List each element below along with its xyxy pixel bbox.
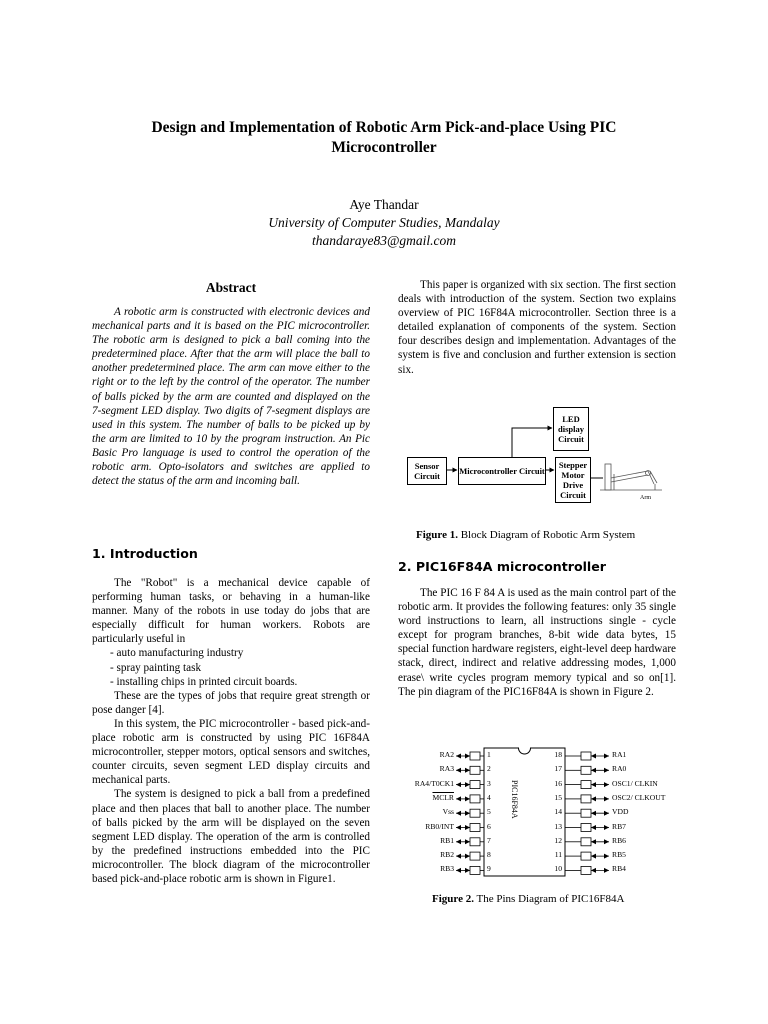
pin-number: 9 [487,864,491,874]
right-pin [565,809,609,817]
left-pin [456,766,484,774]
pin-number: 18 [554,750,562,759]
left-pin [456,752,484,760]
led-display-block: LED display Circuit [553,407,589,451]
abstract-text: A robotic arm is constructed with electronic devices and mechanical parts and it is based on the PIC microcontroller. The robotic arm is designed to pick a ball coming into the predetermined place. After that the arm will place the ball to another predetermined place. The arm can move either to the right or to the left by the control of the operator. The number of balls picked by the arm are counted and displayed on the 7-segment LED display. Two digits of 7-segment displays are used in this system. The number of balls to be picked up by the arm are limited to 10 by the program instruction. An Pic Basic Pro language is used to control the operation of the robotic arm. Opto-isolators and switches are applied to detect the status of the arm and incoming ball. [92,306,370,488]
pin-label: RA1 [612,750,627,759]
pic-paragraph: The PIC 16 F 84 A is used as the main control part of the robotic arm. It provides the following features: only 35 single word instructions to learn, all instructions single - cycle except for program branches, 8-bit wide data bytes, 15 special function hardware registers, eight-level deep hardware stack, direct, indirect and relative addressing modes, 1,000 erase\ write cycles program memory typical and so on[1]. The pin diagram of the PIC16F84A is shown in Figure 2. [398,587,677,698]
pin-number: 16 [554,778,562,788]
figure-2-caption [432,893,624,905]
figure-2-text: The Pins Diagram of PIC16F84A [476,893,625,905]
pin-label: RA0 [612,764,627,774]
pin-label: MCLR [432,792,454,802]
pin-number: 7 [487,835,491,845]
pin-label: RB7 [612,821,626,831]
author-affiliation: University of Computer Studies, Mandalay [268,215,500,230]
left-pin [456,809,484,817]
intro-paragraph-1: The "Robot" is a mechanical device capable of performing human tasks, or behaving in a human-like manner. Many of the robots in use today do jobs that are especially difficult for human workers. Robots are particularly useful in [92,577,370,646]
author-name: Aye Thandar [349,197,419,212]
pin-number: 15 [554,792,562,802]
pin-label: RB1 [440,835,454,845]
section-2-heading: 2. PIC16F84A microcontroller [398,559,606,574]
pin-number: 8 [487,850,491,860]
pin-number: 3 [487,778,491,788]
author-email: thandaraye83@gmail.com [311,233,457,248]
sensor-block: Sensor Circuit [407,457,447,485]
intro-list-item: - auto manufacturing industry [110,647,244,660]
right-pin [565,866,609,874]
chip-label: PIC16F84A [510,780,519,819]
right-pin [565,752,609,760]
microcontroller-block: Microcontroller Circuit [458,457,546,485]
pin-label: RA2 [439,750,454,759]
pin-number: 10 [554,864,562,874]
left-pin [456,838,484,846]
pin-number: 6 [487,821,491,831]
pin-label: RB0/INT [425,821,454,831]
pin-number: 11 [554,850,562,860]
left-pin [456,795,484,803]
pin-label: RB3 [440,864,454,874]
right-pin [565,766,609,774]
pin-number: 1 [487,750,491,759]
intro-paragraph-3: In this system, the PIC microcontroller - based pick-and-place robotic arm is constructed by using PIC 16F84A microcontroller, stepper motors, optical sensors and switches, counter circuits, seven segment LED display circuits and mechanical parts. [92,717,370,787]
figure-1-label: Figure 1. [416,529,458,541]
right-pin [565,824,609,832]
figure-1-text: Block Diagram of Robotic Arm System [460,529,636,541]
pin-number: 17 [554,764,562,774]
intro-paragraph-2: These are the types of jobs that require great strength or pose danger [4]. [92,689,370,716]
chip-body [484,748,565,876]
intro-list-item: - installing chips in printed circuit boards. [110,675,298,688]
intro-heading: 1. Introduction [92,546,198,561]
intro-list-item: - spray painting task [110,661,202,674]
left-pin [456,866,484,874]
pin-label: OSC1/ CLKIN [612,778,658,788]
pin-label: Vss [442,807,454,817]
figure-2-label: Figure 2. [432,893,474,905]
right-pin [565,781,609,789]
organization-paragraph: This paper is organized with six section. The first section deals with introduction of the system. Section two explains overview of PIC 16F84A microcontroller. Section three is a detailed explanation of components of the system. Section four describes design and implementation. Advantages of the system is five and conclusion and further extension is section six. [398,279,676,376]
left-pin [456,852,484,860]
right-pin [565,795,609,803]
pin-label: RB2 [440,850,454,860]
left-pin [456,824,484,832]
pin-number: 4 [487,792,491,802]
left-pin [456,781,484,789]
pin-number: 14 [554,807,562,817]
abstract-heading: Abstract [205,280,257,295]
pin-label: RB6 [612,835,626,845]
pin-label: OSC2/ CLKOUT [612,792,666,802]
pin-label: RB5 [612,850,626,860]
pin-number: 13 [554,821,562,831]
right-pin [565,838,609,846]
stepper-motor-block: Stepper Motor Drive Circuit [555,457,591,503]
pin-label: VDD [612,807,629,817]
pin-label: RA4/T0CK1 [414,778,454,788]
right-pin [565,852,609,860]
pin-number: 5 [487,807,491,817]
pin-number: 2 [487,764,491,774]
pin-number: 12 [554,835,562,845]
title-line-1: Design and Implementation of Robotic Arm Pick-and-place Using PIC [151,119,617,136]
intro-paragraph-4: The system is designed to pick a ball from a predefined place and then places that ball to another place. The number of balls picked by the arm will be displayed on the seven segment LED display. The operation of the arm is controlled by the predefined instructions embedded into the PIC microcontroller. The block diagram of the microcontroller based pick-and-place robotic arm is shown in Figure1. [92,788,370,885]
arm-label: Arm [640,495,651,501]
pin-label: RA3 [439,764,454,774]
pin-label: RB4 [612,864,626,874]
title-line-2: Microcontroller [331,139,437,156]
